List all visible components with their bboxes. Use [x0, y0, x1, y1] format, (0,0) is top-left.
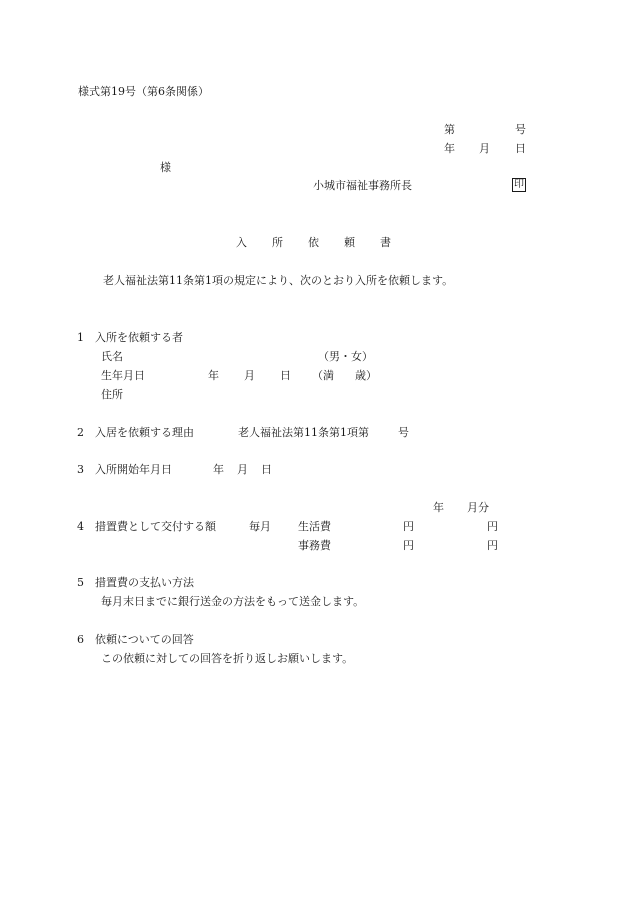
section-4-heading: 措置費として交付する額 — [95, 520, 216, 533]
reply-request-text: この依頼に対しての回答を折り返しお願いします。 — [101, 652, 354, 665]
title-char: 書 — [380, 236, 391, 249]
section-2-number: 2 — [77, 426, 84, 439]
office-yen-1: 円 — [403, 539, 414, 552]
section-4-number: 4 — [77, 520, 84, 533]
gender-choice: （男・女） — [318, 350, 373, 363]
age-open: （満 — [312, 369, 334, 382]
payment-method-text: 毎月末日までに銀行送金の方法をもって送金します。 — [101, 595, 365, 608]
sender-name: 小城市福祉事務所長 — [313, 179, 412, 192]
doc-number-prefix: 第 — [444, 123, 455, 136]
office-yen-2: 円 — [487, 539, 498, 552]
age-close: 歳） — [355, 369, 377, 382]
title-char: 所 — [272, 236, 283, 249]
form-number: 様式第19号（第6条関係） — [78, 85, 209, 98]
reason-law-text: 老人福祉法第11条第1項第 — [238, 426, 369, 439]
monthly-label: 毎月 — [249, 520, 271, 533]
living-yen-2: 円 — [487, 520, 498, 533]
reason-law-suffix: 号 — [398, 426, 409, 439]
section-5-number: 5 — [77, 576, 84, 589]
section-1-number: 1 — [77, 331, 84, 344]
dob-day-label: 日 — [280, 369, 291, 382]
start-year-label: 年 — [213, 463, 224, 476]
name-label: 氏名 — [101, 350, 123, 363]
period-month-label: 月分 — [467, 501, 489, 514]
date-month-label: 月 — [479, 142, 490, 155]
section-5-heading: 措置費の支払い方法 — [95, 576, 194, 589]
living-yen-1: 円 — [403, 520, 414, 533]
dob-year-label: 年 — [208, 369, 219, 382]
start-month-label: 月 — [237, 463, 248, 476]
title-char: 入 — [236, 236, 247, 249]
office-expense-label: 事務費 — [298, 539, 331, 552]
title-char: 頼 — [344, 236, 355, 249]
address-label: 住所 — [101, 388, 123, 401]
section-6-heading: 依頼についての回答 — [95, 633, 194, 646]
start-day-label: 日 — [261, 463, 272, 476]
section-1-heading: 入所を依頼する者 — [95, 331, 183, 344]
official-seal: 印 — [514, 179, 524, 190]
addressee-honorific: 様 — [160, 161, 171, 174]
section-3-heading: 入所開始年月日 — [95, 463, 172, 476]
date-day-label: 日 — [515, 142, 526, 155]
intro-paragraph: 老人福祉法第11条第1項の規定により、次のとおり入所を依頼します。 — [103, 274, 454, 287]
section-6-number: 6 — [77, 633, 84, 646]
dob-month-label: 月 — [244, 369, 255, 382]
period-year-label: 年 — [433, 501, 444, 514]
date-year-label: 年 — [444, 142, 455, 155]
dob-label: 生年月日 — [101, 369, 145, 382]
living-expense-label: 生活費 — [298, 520, 331, 533]
doc-number-suffix: 号 — [515, 123, 526, 136]
section-2-heading: 入居を依頼する理由 — [95, 426, 194, 439]
title-char: 依 — [308, 236, 319, 249]
section-3-number: 3 — [77, 463, 84, 476]
